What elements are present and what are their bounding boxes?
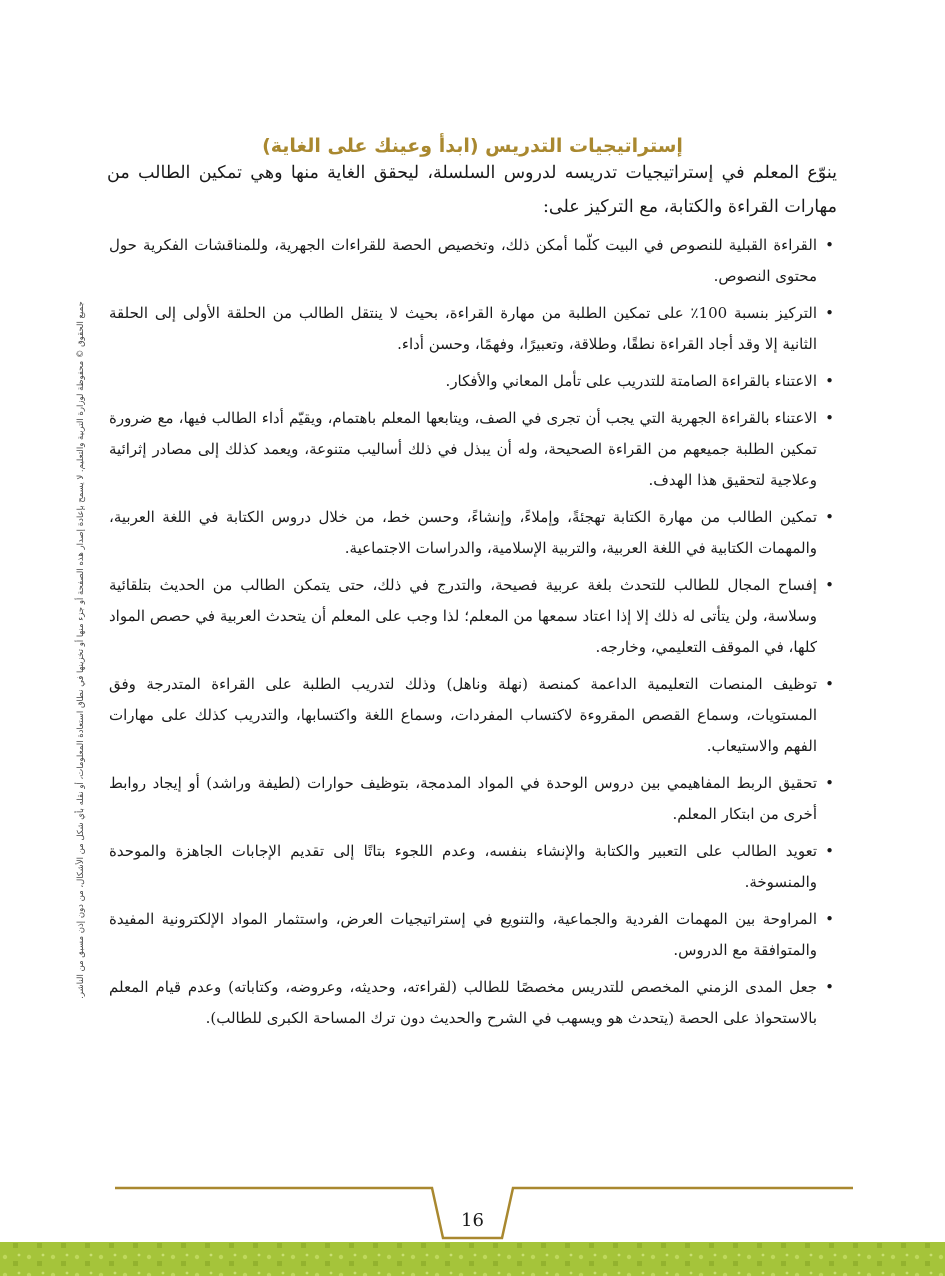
list-item-text: التركيز بنسبة 100٪ على تمكين الطلبة من مهارة القراءة، بحيث لا ينتقل الطالب من الحلقة الأولى إلى الحلقة الثانية إلا وقد أجاد القراءة نطقًا، وطلاقة، وتعبيرًا، وفهمًا، وحسن أداء. — [109, 304, 817, 353]
list-item-text: توظيف المنصات التعليمية الداعمة كمنصة (نهلة وناهل) وذلك لتدريب الطلبة على القراءة المتدرجة وفق المستويات، وسماع القصص المقروءة لاكتساب المفردات، وسماع اللغة واكتسابها، والتدريب كذلك على مهارات الفهم والاستيعاب. — [109, 675, 817, 755]
list-item-text: الاعتناء بالقراءة الجهرية التي يجب أن تجرى في الصف، ويتابعها المعلم باهتمام، ويقيّم أداء الطالب فيها، مع ضرورة تمكين الطلبة جميعهم من القراءة الصحيحة، وله أن يبذل في ذلك أساليب متنوعة، ويعمد كذلك إلى مصادر إثرائية وعلاجية لتحقيق هذا الهدف. — [109, 409, 817, 489]
list-item-text: الاعتناء بالقراءة الصامتة للتدريب على تأمل المعاني والأفكار. — [445, 372, 817, 390]
list-item — [109, 403, 837, 496]
bullet-icon: • — [825, 372, 834, 390]
list-item — [109, 502, 837, 564]
list-item-text: القراءة القبلية للنصوص في البيت كلّما أمكن ذلك، وتخصيص الحصة للقراءات الجهرية، وللمناقشات الفكرية حول محتوى النصوص. — [109, 236, 817, 285]
bullet-icon: • — [825, 978, 834, 996]
list-item-text: إفساح المجال للطالب للتحدث بلغة عربية فصيحة، والتدرج في ذلك، حتى يتمكن الطالب من الحديث بتلقائية وسلاسة، ولن يتأتى له ذلك إلا إذا اعتاد سمعها من المعلم؛ لذا وجب على المعلم أن يتحدث العربية في حصص المواد كلها، في الموقف التعليمي، وخارجه. — [109, 576, 817, 656]
bullet-icon: • — [825, 576, 834, 594]
bullet-icon: • — [825, 842, 834, 860]
intro-paragraph: ينوّع المعلم في إستراتيجيات تدريسه لدروس السلسلة، ليحقق الغاية منها وهي تمكين الطالب من مهارات القراءة والكتابة، مع التركيز على: — [107, 163, 837, 217]
bullet-icon: • — [825, 508, 834, 526]
list-item — [109, 570, 837, 663]
list-item — [109, 298, 837, 360]
bullet-icon: • — [825, 910, 834, 928]
list-item — [109, 904, 837, 966]
strategy-list — [109, 230, 837, 1040]
list-item — [109, 669, 837, 762]
page-number: 16 — [461, 1210, 484, 1231]
copyright-notice: جميع الحقوق © محفوظة لوزارة التربية والتعليم. لا يسمح بإعادة إصدار هذه الصفحة أو جزء منها أو تخزينها في نطاق استعادة المعلومات، أو نقله بأي شكل من الأشكال، من دون إذن مسبق من الناشر. — [76, 301, 86, 999]
bullet-icon: • — [825, 774, 834, 792]
list-item-text: تعويد الطالب على التعبير والكتابة والإنشاء بنفسه، وعدم اللجوء بتاتًا إلى تقديم الإجابات الجاهزة والموحدة والمنسوخة. — [109, 842, 817, 891]
list-item — [109, 230, 837, 292]
list-item — [109, 366, 837, 397]
list-item-text: المراوحة بين المهمات الفردية والجماعية، والتنويع في إستراتيجيات العرض، واستثمار المواد الإلكترونية المفيدة والمتوافقة مع الدروس. — [109, 910, 817, 959]
section-title: إستراتيجيات التدريس (ابدأ وعينك على الغاية) — [262, 134, 683, 157]
list-item — [109, 836, 837, 898]
list-item-text: جعل المدى الزمني المخصص للتدريس مخصصًا للطالب (لقراءته، وحديثه، وعروضه، وكتاباته) وعدم قيام المعلم بالاستحواذ على الحصة (يتحدث هو ويسهب في الشرح والحديث دون ترك المساحة الكبرى للطالب). — [109, 978, 817, 1027]
bullet-icon: • — [825, 304, 834, 322]
bullet-icon: • — [825, 409, 834, 427]
list-item-text: تحقيق الربط المفاهيمي بين دروس الوحدة في المواد المدمجة، بتوظيف حوارات (لطيفة وراشد) أو إيجاد روابط أخرى من ابتكار المعلم. — [109, 774, 817, 823]
bullet-icon: • — [825, 675, 834, 693]
list-item-text: تمكين الطالب من مهارة الكتابة تهجئةً، وإملاءً، وإنشاءً، وحسن خط، من خلال دروس الكتابة في اللغة العربية، والمهمات الكتابية في اللغة العربية، والتربية الإسلامية، والدراسات الاجتماعية. — [109, 508, 817, 557]
bullet-icon: • — [825, 236, 834, 254]
list-item — [109, 768, 837, 830]
list-item — [109, 972, 837, 1034]
footer-pattern-band — [0, 1242, 945, 1276]
